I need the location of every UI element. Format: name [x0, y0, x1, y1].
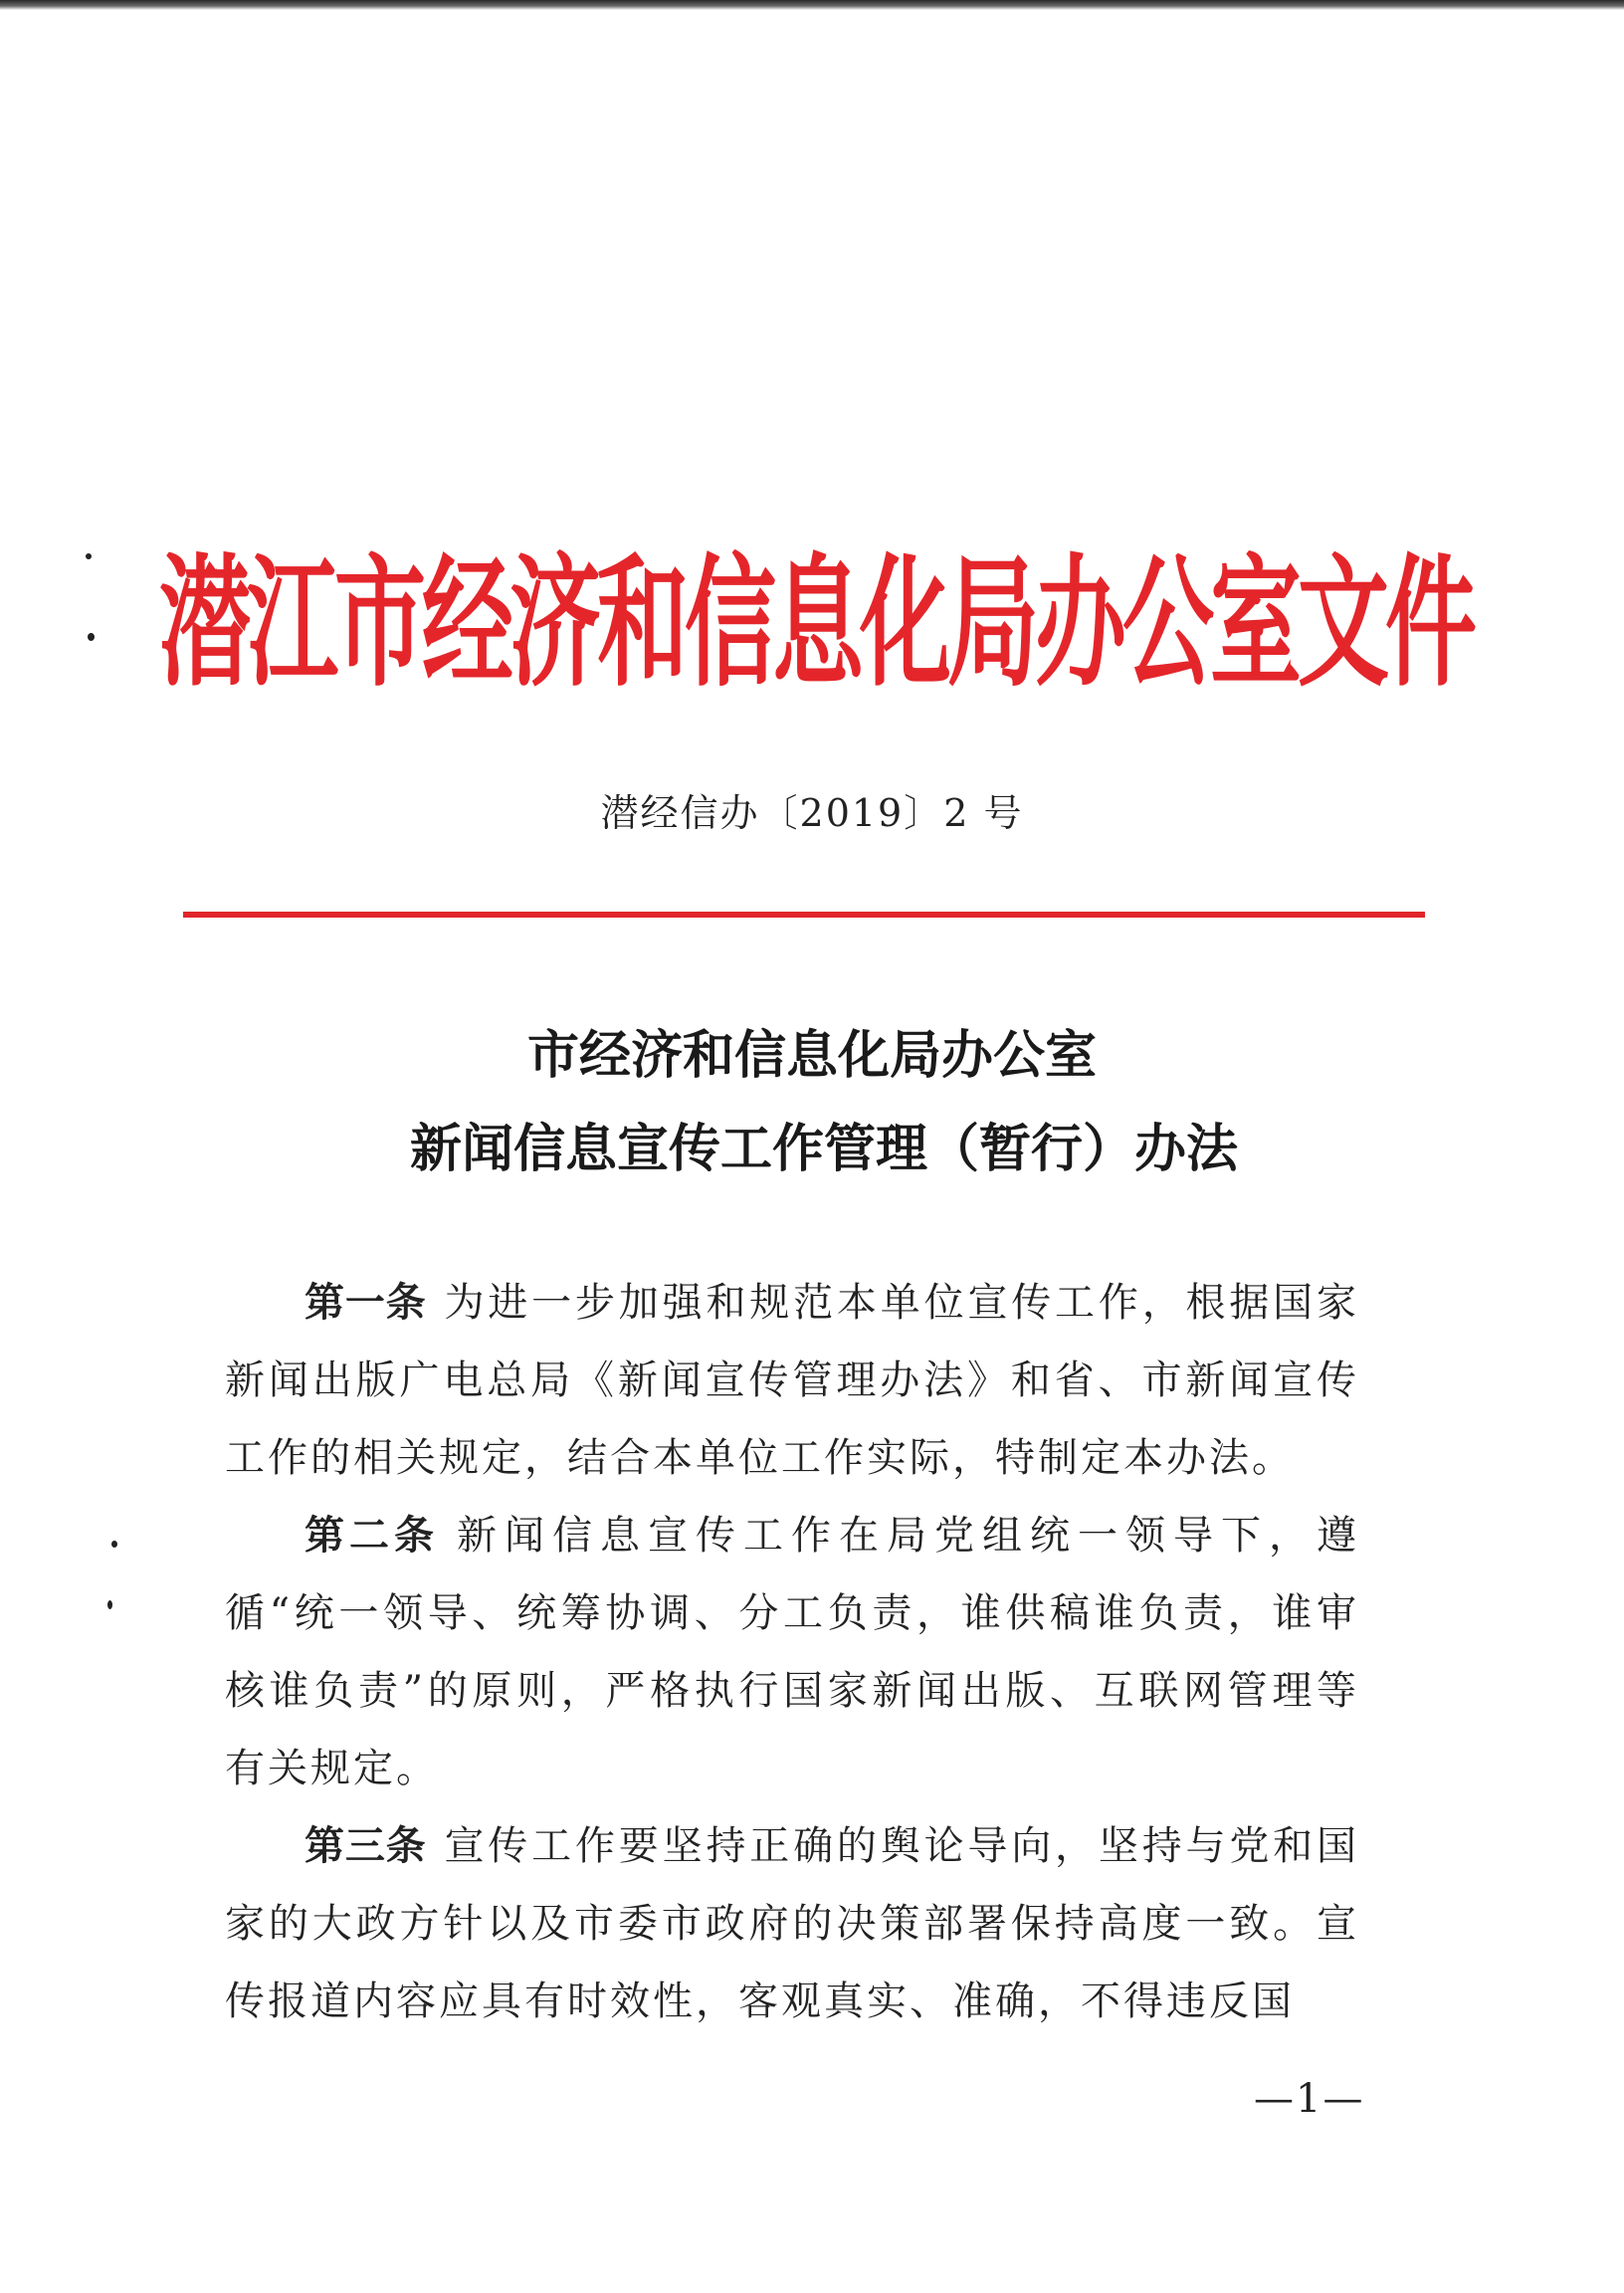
article-2-number: 第二条 [304, 1513, 439, 1559]
document-number: 潜经信办〔2019〕2 号 [600, 791, 1024, 835]
article-2-text: 新闻信息宣传工作在局党组统一领导下，遵循“统一领导、统筹协调、分工负责，谁供稿谁负责，谁审核谁负责”的原则，严格执行国家新闻出版、互联网管理等有关规定。 [225, 1513, 1359, 1791]
document-title-line-2: 新闻信息宣传工作管理（暂行）办法 [409, 1120, 1238, 1179]
article-3-text: 宣传工作要坚持正确的舆论导向，坚持与党和国家的大政方针以及市委市政府的决策部署保持高度一致。宣传报道内容应具有时效性，客观真实、准确，不得违反国 [225, 1823, 1360, 2024]
document-title-line-1: 市经济和信息化局办公室 [526, 1026, 1097, 1086]
header-red-rule [183, 912, 1425, 918]
scan-speck [107, 1600, 112, 1609]
article-1 [225, 1264, 1359, 1497]
page-number: —1— [1254, 2076, 1365, 2122]
scan-top-edge [0, 0, 1624, 10]
document-masthead: 潜江市经济和信息化局办公室文件 [159, 540, 1474, 707]
article-1-number: 第一条 [304, 1280, 427, 1326]
scan-speck [111, 1541, 117, 1548]
article-2 [225, 1497, 1359, 1807]
scan-speck [86, 553, 92, 559]
article-1-text: 为进一步加强和规范本单位宣传工作，根据国家新闻出版广电总局《新闻宣传管理办法》和省、市新闻宣传工作的相关规定，结合本单位工作实际，特制定本办法。 [225, 1280, 1360, 1481]
document-body [225, 1264, 1359, 2040]
article-3-number: 第三条 [304, 1823, 427, 1869]
article-3 [225, 1807, 1359, 2040]
scan-speck [88, 633, 95, 641]
